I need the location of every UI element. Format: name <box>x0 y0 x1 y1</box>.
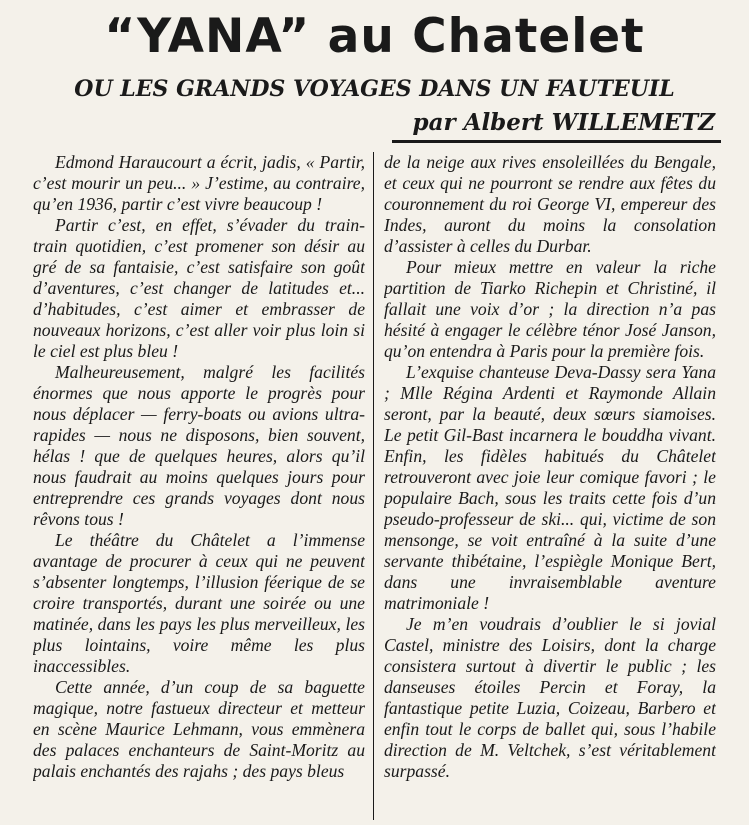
paragraph: Malheureusement, malgré les facilités énormes que nous apporte le progrès pour nous déplacer — ferry-boats ou avions ultra-rapides — nous ne disposons, bien souvent, hélas ! que de quelques heures, alors qu’il nous faudrait au moins quelques jours pour entreprendre ces grands voyages dont nous rêvons tous ! <box>33 362 365 529</box>
paragraph: Partir c’est, en effet, s’évader du train-train quotidien, c’est promener son désir au gré de sa fantaisie, c’est satisfaire son goût d’aventures, c’est changer de latitudes et... d’habitudes, c’est aimer et embrasser de nouveaux horizons, c’est aller voir plus loin si le ciel est plus bleu ! <box>33 215 365 361</box>
paragraph: Cette année, d’un coup de sa baguette magique, notre fastueux directeur et metteur en scène Maurice Lehmann, vous emmènera des palaces enchanteurs de Saint-Moritz au palais enchantés des rajahs ; des pays bleus <box>33 677 365 781</box>
paragraph: Le théâtre du Châtelet a l’immense avantage de procurer à ceux qui ne peuvent s’absenter longtemps, l’illusion féerique de se croire transportés, durant une soirée ou une matinée, dans les pays les plus merveilleux, les plus lointains, voire même les plus inaccessibles. <box>33 530 365 676</box>
paragraph: Je m’en voudrais d’oublier le si jovial Castel, ministre des Loisirs, dont la charge consistera surtout à divertir le public ; les danseuses étoiles Percin et Foray, la fantastique petite Luzia, Coizeau, Barbero et enfin tout le corps de ballet qui, sous l’habile direction de M. Veltchek, s’est véritablement surpassé. <box>384 614 716 781</box>
paragraph: Edmond Haraucourt a écrit, jadis, « Partir, c’est mourir un peu... » J’estime, au contraire, qu’en 1936, partir c’est vivre beaucoup ! <box>33 152 365 214</box>
article-subtitle: OU LES GRANDS VOYAGES DANS UN FAUTEUIL <box>74 76 675 102</box>
paragraph: L’exquise chanteuse Deva-Dassy sera Yana ; Mlle Régina Ardenti et Raymonde Allain seront, par la beauté, deux sœurs siamoises. Le petit Gil-Bast incarnera le bouddha vivant. Enfin, les fidèles habitués du Châtelet retrouveront avec joie leur comique favori ; le populaire Bach, sous les traits cette fois d’un pseudo-professeur de ski... qui, victime de son mensonge, se voit entraîné à la suite d’une servante thibétaine, l’espiègle Monique Bert, dans une invraisemblable aventure matrimoniale ! <box>384 362 716 613</box>
column-left <box>33 152 365 822</box>
article-title: “YANA” au Chatelet <box>104 9 645 64</box>
column-right <box>384 152 716 822</box>
article-byline: par Albert WILLEMETZ <box>392 106 721 143</box>
paragraph: Pour mieux mettre en valeur la riche partition de Tiarko Richepin et Christiné, il fallait une voix d’or ; la direction n’a pas hésité à engager le célèbre ténor José Janson, qu’on entendra à Paris pour la première fois. <box>384 257 716 361</box>
paragraph: de la neige aux rives ensoleillées du Bengale, et ceux qui ne pourront se rendre aux fêtes du couronnement du roi George VI, empereur des Indes, auront du moins la consolation d’assister à celles du Durbar. <box>384 152 716 256</box>
column-divider <box>373 152 374 820</box>
